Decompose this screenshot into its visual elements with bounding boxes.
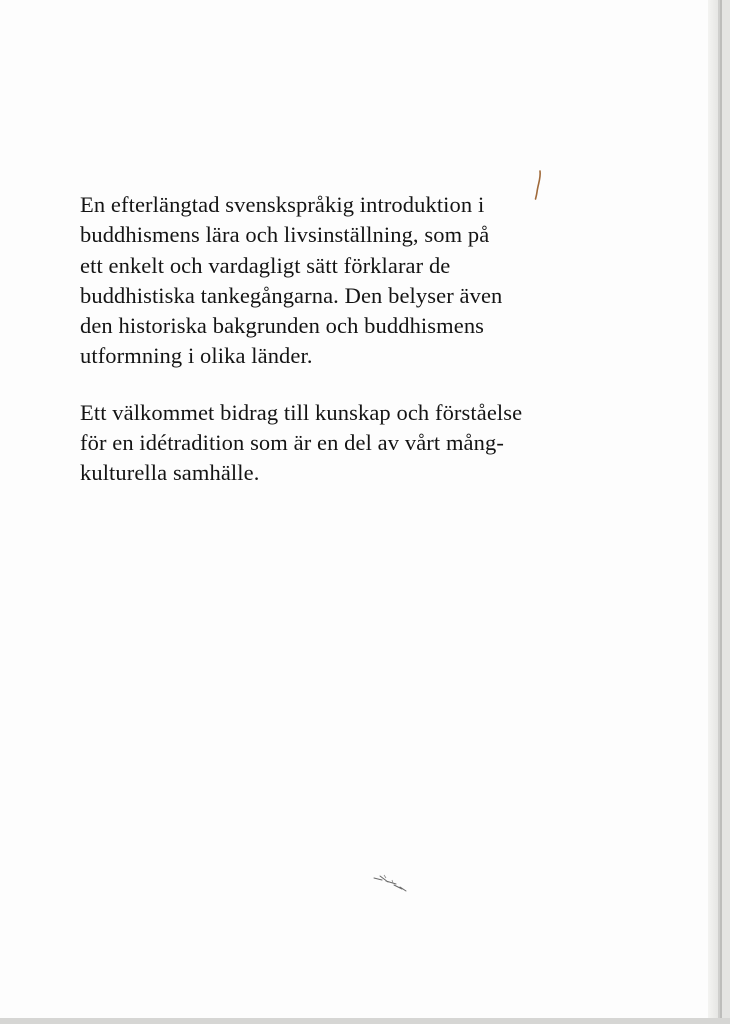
text-line: den historiska bakgrunden och buddhismens bbox=[80, 313, 485, 339]
text-line: buddhistiska tankegångarna. Den belyser även bbox=[80, 282, 503, 308]
paragraph-intro bbox=[80, 190, 680, 372]
text-line: buddhismens lära och livsinställning, som på bbox=[80, 222, 490, 248]
text-line: kulturella samhälle. bbox=[80, 460, 260, 486]
stray-mark bbox=[372, 872, 408, 894]
text-line: Ett välkommet bidrag till kunskap och förståelse bbox=[80, 399, 523, 425]
paragraph-contribution bbox=[80, 398, 680, 489]
text-line: för en idétradition som är en del av vårt mång- bbox=[80, 430, 504, 456]
scan-bottom-edge bbox=[0, 1018, 730, 1024]
page-edge bbox=[708, 0, 718, 1018]
back-cover-text bbox=[80, 190, 680, 489]
text-line: ett enkelt och vardagligt sätt förklarar de bbox=[80, 252, 451, 278]
text-line: En efterlängtad svenskspråkig introduktion i bbox=[80, 192, 485, 217]
text-line: utformning i olika länder. bbox=[80, 343, 313, 369]
